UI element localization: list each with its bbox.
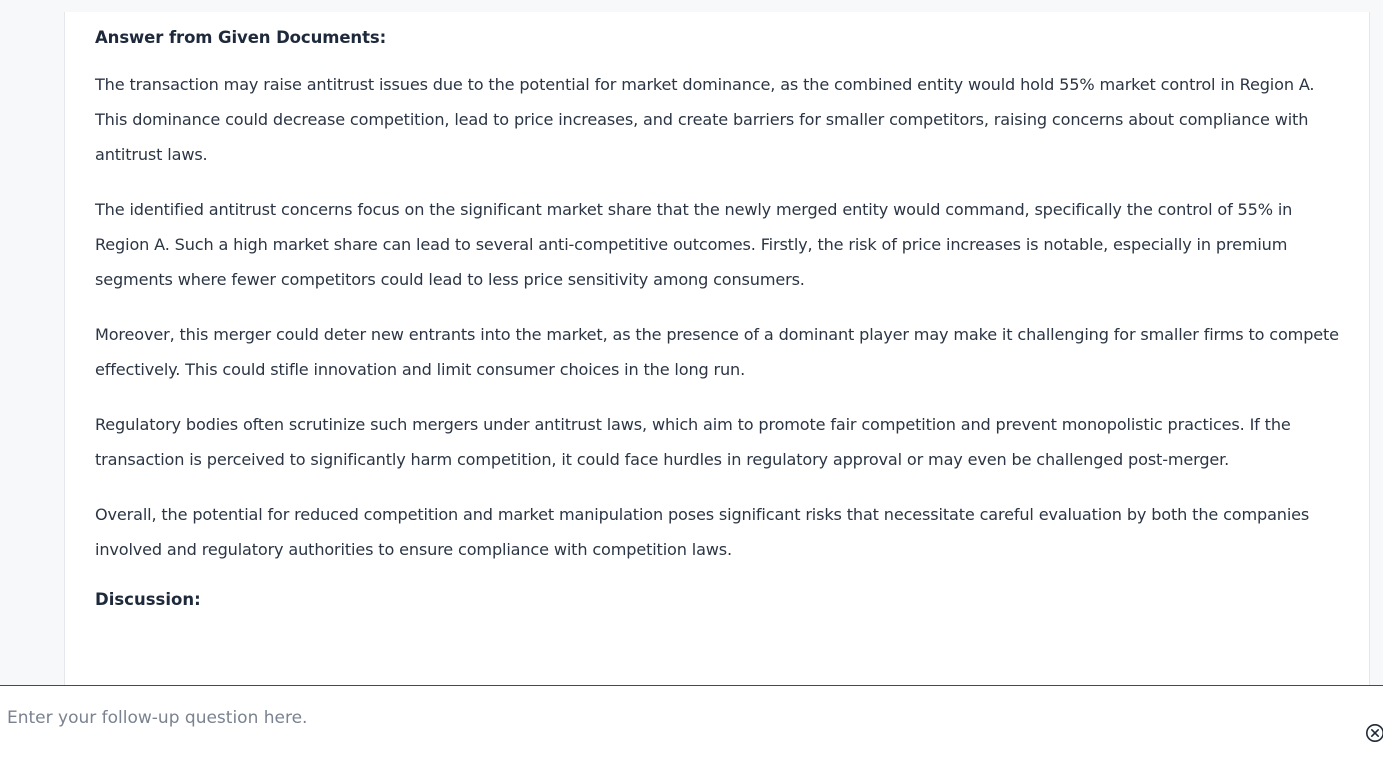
follow-up-input[interactable] [0, 700, 1350, 736]
clear-button[interactable] [1365, 723, 1383, 743]
close-circle-icon [1365, 723, 1383, 743]
answer-content [95, 25, 1345, 613]
answer-heading: Answer from Given Documents: [95, 28, 387, 47]
answer-paragraph: Regulatory bodies often scrutinize such mergers under antitrust laws, which aim to promote fair competition and prevent monopolistic practices. If the transaction is perceived to significantly harm competition, it could face hurdles in regulatory approval or may even be challenged post-merger. [95, 415, 1291, 469]
answer-paragraph: The identified antitrust concerns focus on the significant market share that the newly merged entity would command, specifically the control of 55% in Region A. Such a high market share can lead to several anti-competitive outcomes. Firstly, the risk of price increases is notable, especially in premium segments where fewer competitors could lead to less price sensitivity among consumers. [95, 200, 1293, 289]
follow-up-bar [0, 685, 1383, 763]
top-strip [0, 0, 1383, 12]
discussion-heading: Discussion: [95, 590, 201, 609]
answer-paragraph: The transaction may raise antitrust issues due to the potential for market dominance, as the combined entity would hold 55% market control in Region A. This dominance could decrease competition, lead to price increases, and create barriers for smaller competitors, raising concerns about compliance with antitrust laws. [95, 75, 1315, 164]
answer-panel [64, 12, 1370, 692]
answer-paragraph: Moreover, this merger could deter new entrants into the market, as the presence of a dominant player may make it challenging for smaller firms to compete effectively. This could stifle innovation and limit consumer choices in the long run. [95, 325, 1339, 379]
answer-paragraph: Overall, the potential for reduced competition and market manipulation poses significant risks that necessitate careful evaluation by both the companies involved and regulatory authorities to ensure compliance with competition laws. [95, 505, 1310, 559]
